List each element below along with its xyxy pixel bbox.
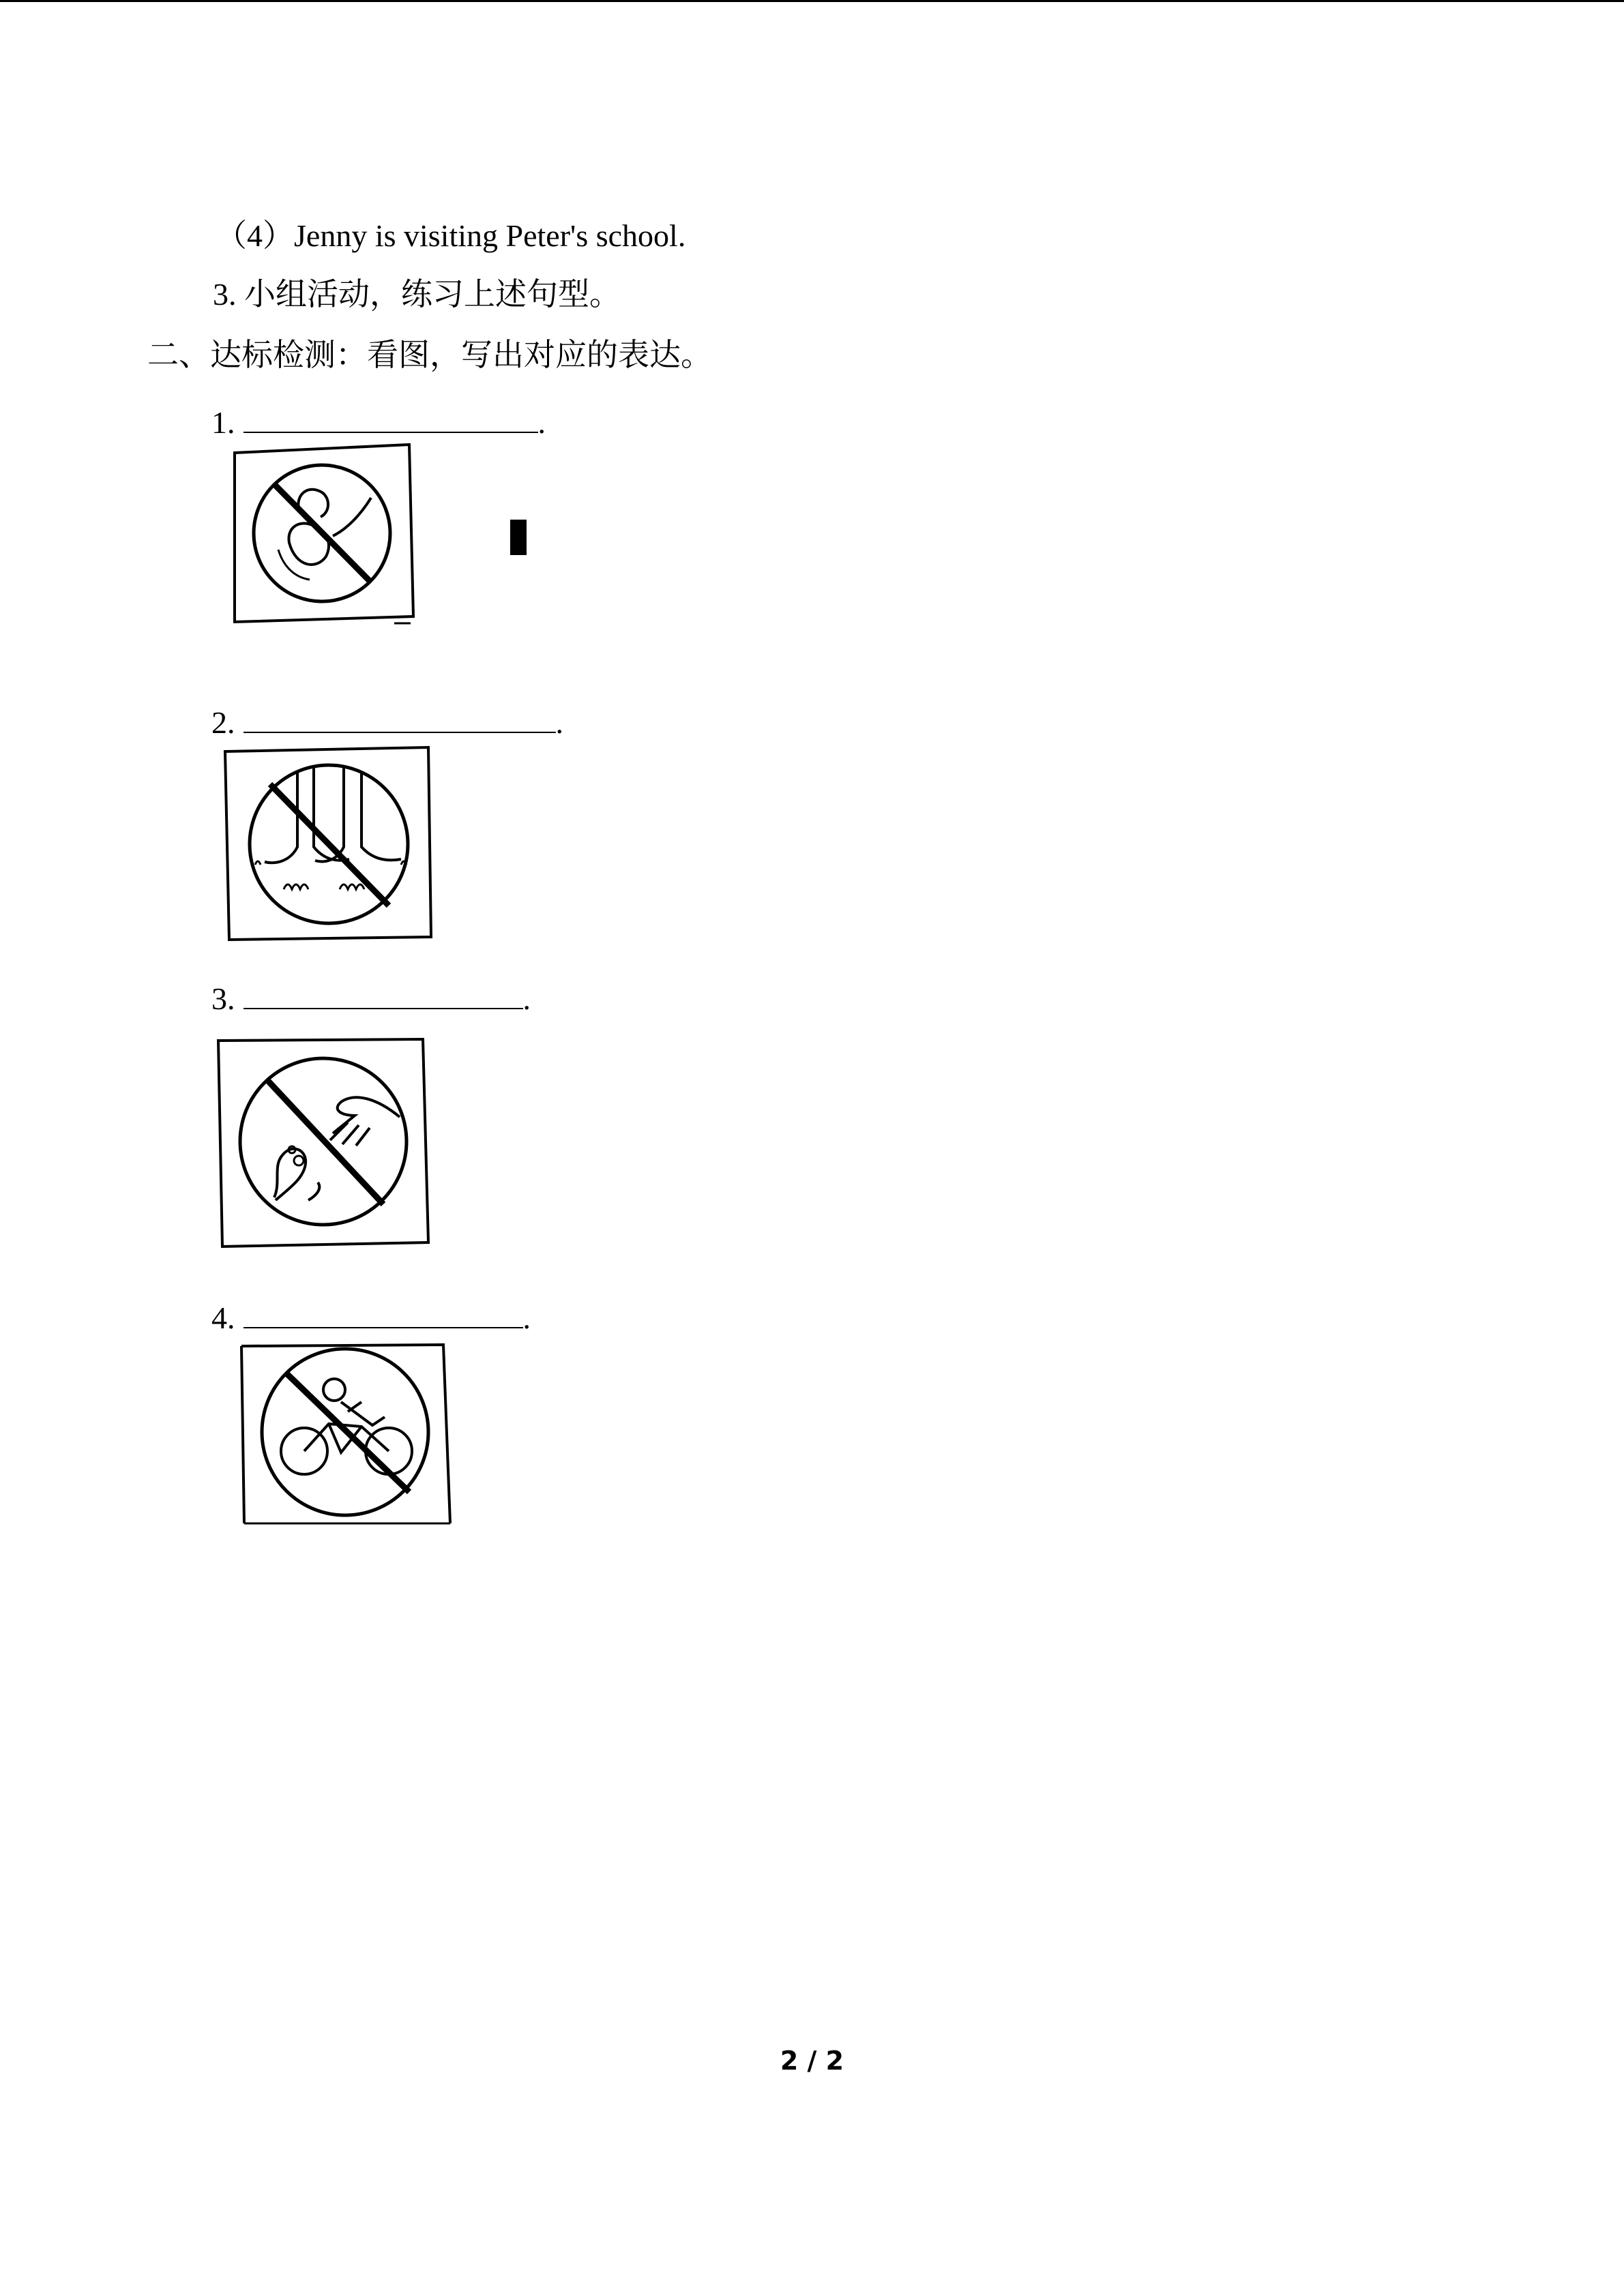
question-number: 3.: [211, 981, 235, 1016]
answer-blank-1[interactable]: [243, 400, 538, 433]
question-end: .: [537, 405, 546, 440]
question-number: 1.: [211, 405, 235, 440]
question-end: .: [522, 1300, 531, 1335]
text-cursor: [510, 520, 527, 555]
step-3-text: 3. 小组活动，练习上述句型。: [213, 277, 621, 312]
top-border: [0, 0, 1624, 2]
item-4-text: （4）Jenny is visiting Peter's school.: [216, 218, 686, 253]
no-spitting-sign-icon: [231, 441, 415, 626]
question-end: .: [555, 705, 563, 740]
answer-blank-4[interactable]: [243, 1296, 523, 1328]
no-walking-on-grass-sign-icon: [222, 745, 434, 942]
page-total: 2: [825, 2046, 844, 2076]
page-number: [0, 2046, 1624, 2076]
answer-blank-2[interactable]: [243, 700, 556, 733]
answer-blank-3[interactable]: [243, 976, 523, 1009]
question-3: [211, 976, 531, 1018]
page-separator: /: [807, 2046, 817, 2076]
no-cycling-sign-icon: [239, 1343, 452, 1526]
question-2: [211, 700, 563, 742]
question-1: [211, 400, 546, 442]
page-current: 2: [780, 2046, 799, 2076]
question-4: [211, 1296, 531, 1337]
question-end: .: [522, 981, 531, 1016]
section-2-heading: 二、达标检测：看图，写出对应的表达。: [147, 338, 712, 372]
question-number: 4.: [211, 1300, 235, 1335]
question-number: 2.: [211, 705, 235, 740]
no-picking-flowers-sign-icon: [216, 1037, 431, 1249]
